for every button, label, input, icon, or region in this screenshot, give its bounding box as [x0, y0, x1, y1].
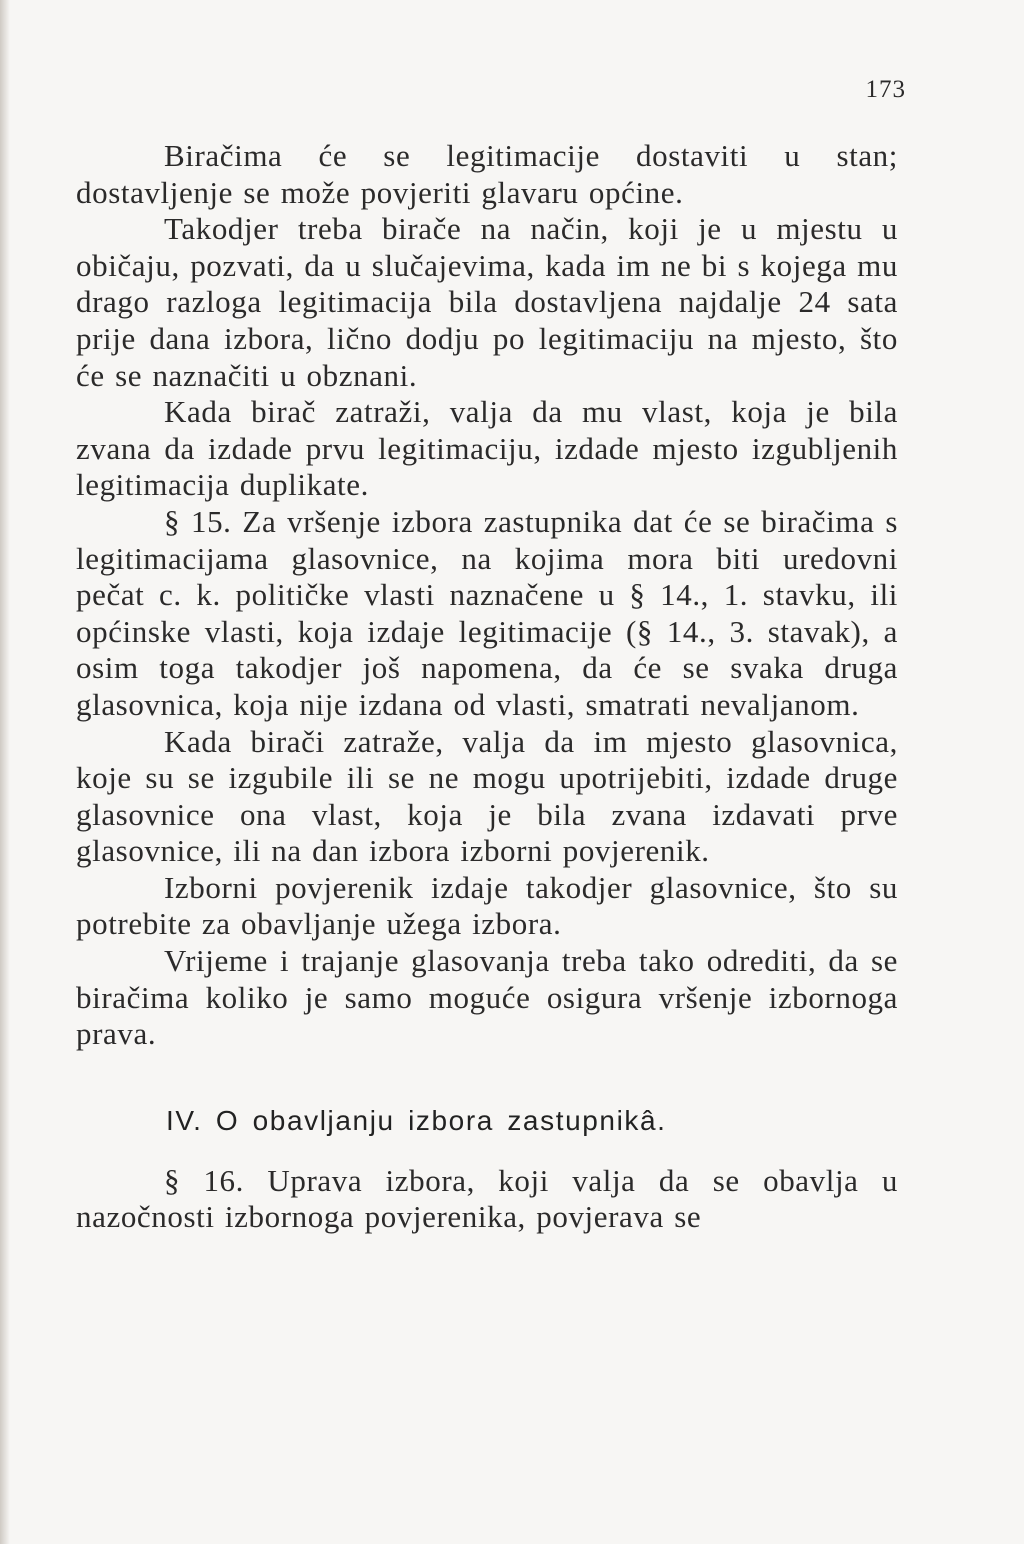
paragraph: Kada birači zatraže, valja da im mjesto glasovnica, koje su se izgubile ili se ne mogu upotrijebiti, izdade druge glasovnice ona vlast, koja je bila zvana izdavati prve glasovnice, ili na dan izbora izborni povjerenik. [76, 723, 898, 869]
section-15-paragraph: § 15. Za vršenje izbora zastupnika dat će se biračima s legitimacijama glasovnice, na kojima mora biti uredovni pečat c. k. političke vlasti naznačene u § 14., 1. stavku, ili općinske vlasti, koja izdaje legitimacije (§ 14., 3. stavak), a osim toga takodjer još napomena, da će se svaka druga glasovnica, koja nije izdana od vlasti, smatrati nevaljanom. [76, 503, 898, 722]
paragraph: Kada birač zatraži, valja da mu vlast, koja je bila zvana da izdade prvu legitimaciju, izdade mjesto izgubljenih legitimacija duplikate. [76, 394, 898, 503]
paragraph: Vrijeme i trajanje glasovanja treba tako odrediti, da se biračima koliko je samo moguće osigura vršenje izbornoga prava. [76, 943, 898, 1052]
section-16-paragraph: § 16. Uprava izbora, koji valja da se obavlja u nazočnosti izbornoga povjerenika, povjerava se [76, 1162, 898, 1235]
page-number: 173 [865, 76, 906, 103]
paragraph: Takodjer treba birače na način, koji je u mjestu u običaju, pozvati, da u slučajevima, kada im ne bi s kojega mu drago razloga legitimacija bila dostavljena najdalje 24 sata prije dana izbora, lično dodju po legitimaciju na mjesto, što će se naznačiti u obznani. [76, 211, 898, 393]
section-heading: IV. O obavljanju izbora zastupnikâ. [166, 1104, 667, 1136]
body-text [76, 138, 898, 1236]
paragraph: Izborni povjerenik izdaje takodjer glasovnice, što su potrebite za obavljanje užega izbora. [76, 869, 898, 942]
paragraph: Biračima će se legitimacije dostaviti u stan; dostavljenje se može povjeriti glavaru općine. [76, 138, 898, 210]
